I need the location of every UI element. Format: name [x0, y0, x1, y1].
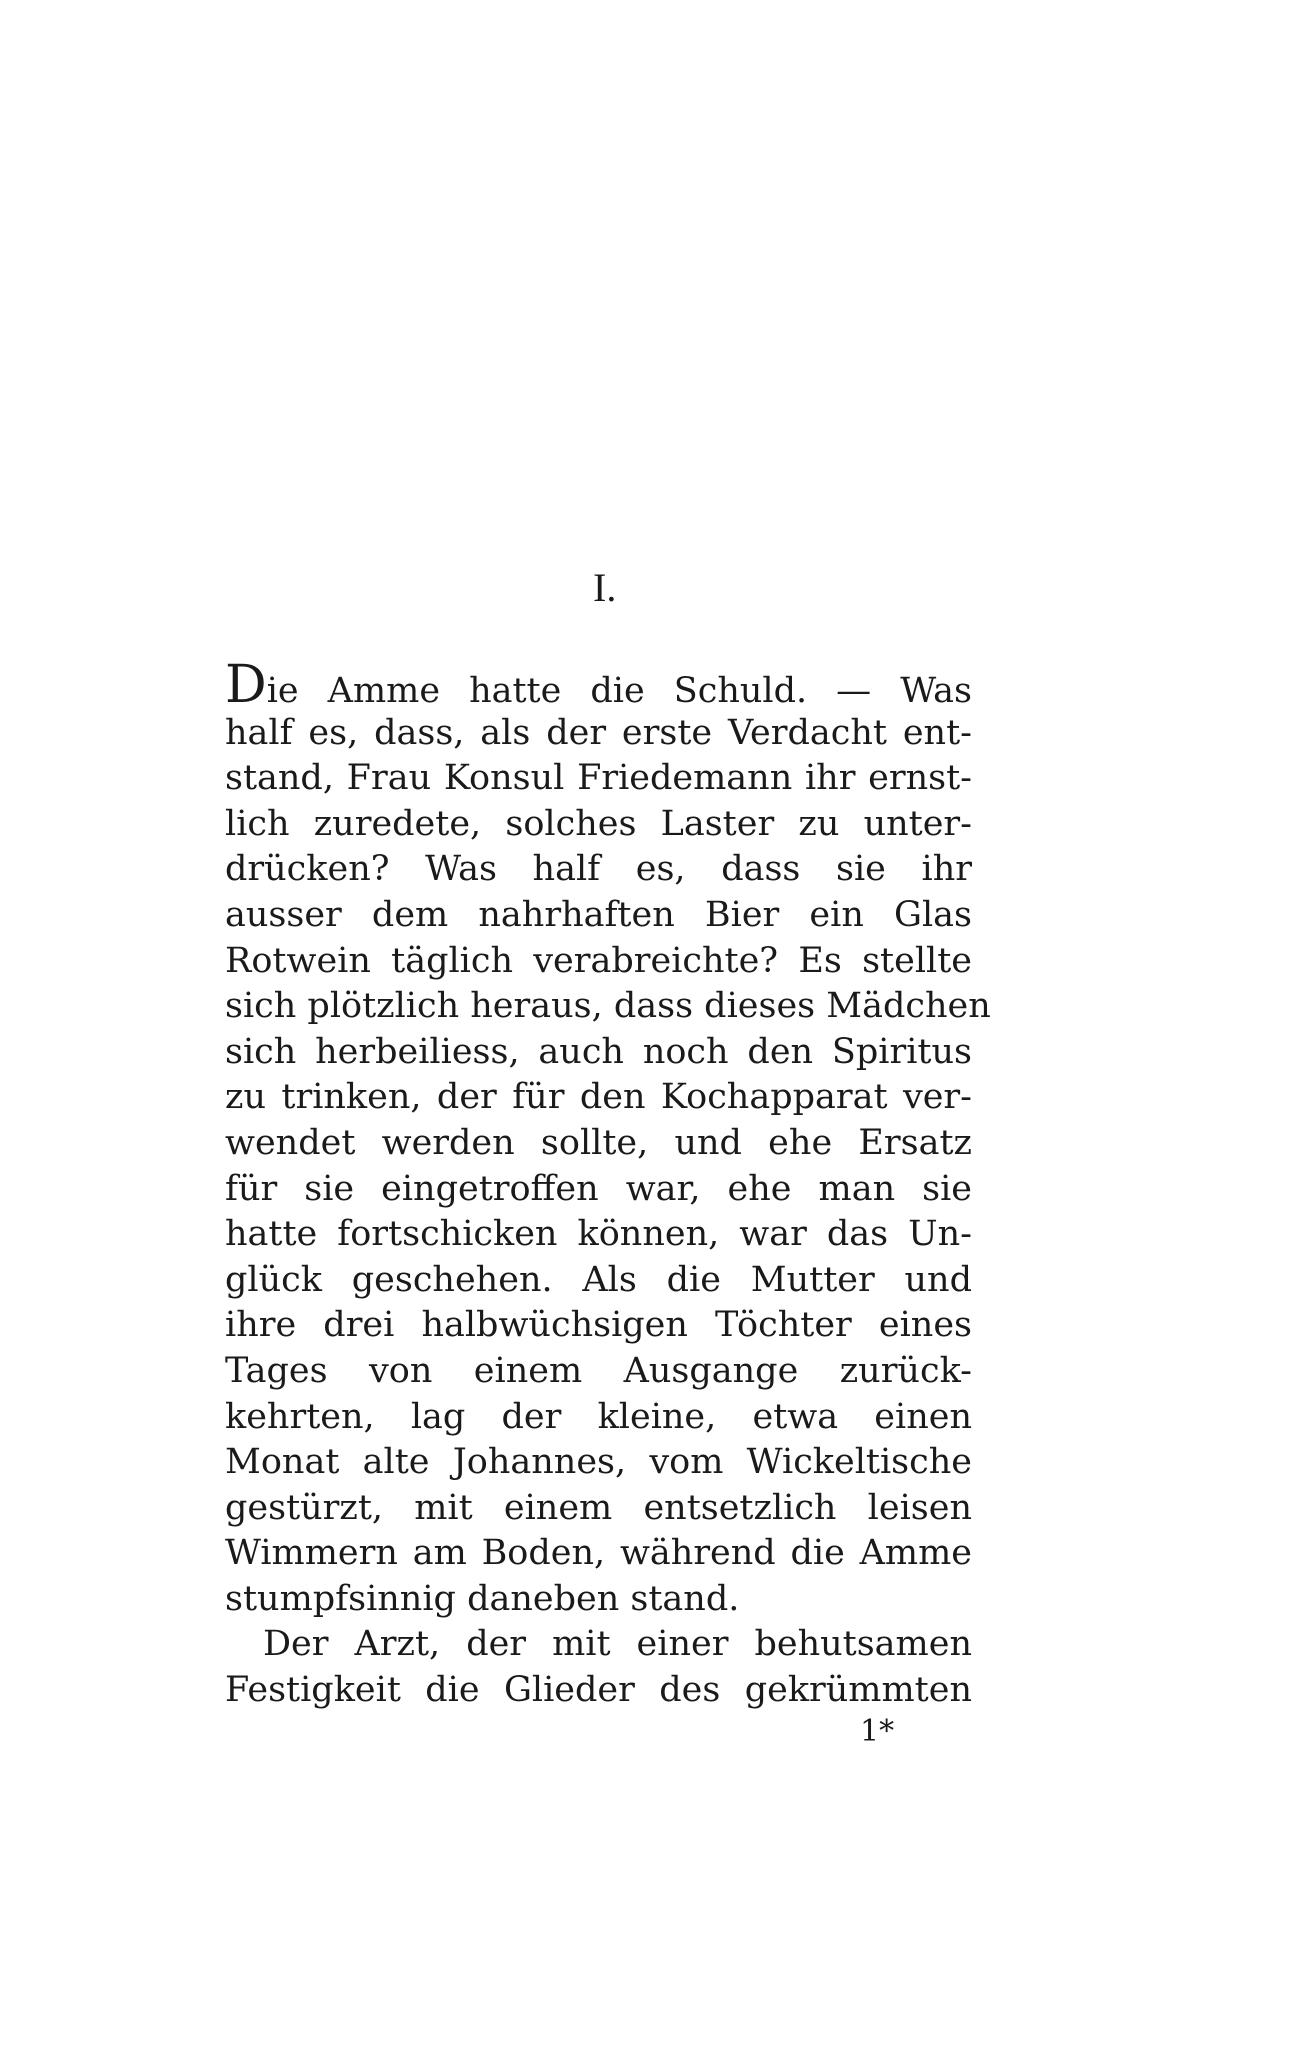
- text-line-paragraph-end: stumpfsinnig daneben stand.: [225, 1578, 740, 1619]
- text-line: ihre drei halbwüchsigen Töchter eines: [225, 1305, 972, 1346]
- text-line: zu trinken, der für den Kochapparat ver-: [225, 1077, 972, 1118]
- signature-mark: 1*: [860, 1714, 895, 1749]
- text-line: Wimmern am Boden, während die Amme: [225, 1533, 972, 1574]
- text-line: wendet werden sollte, und ehe Ersatz: [225, 1122, 972, 1163]
- text-line: stand, Frau Konsul Friedemann ihr ernst-: [225, 758, 972, 799]
- drop-cap: D: [225, 655, 267, 715]
- text-line: gestürzt, mit einem entsetzlich leisen: [225, 1487, 972, 1528]
- text-line: ausser dem nahrhaften Bier ein Glas: [225, 894, 972, 935]
- text-line: hatte fortschicken können, war das Un-: [225, 1214, 972, 1255]
- body-text: [225, 655, 991, 1714]
- paragraph-1-line-1: [225, 655, 972, 715]
- text-line: für sie eingetroffen war, ehe man sie: [225, 1168, 972, 1209]
- first-line-text: ie Amme hatte die Schuld. — Was: [266, 671, 972, 711]
- text-line: lich zuredete, solches Laster zu unter-: [225, 803, 972, 844]
- paragraph-2-line-1: Der Arzt, der mit einer behutsamen: [263, 1624, 972, 1665]
- text-line: Rotwein täglich verabreichte? Es stellte: [225, 940, 972, 981]
- text-line: Monat alte Johannes, vom Wickeltische: [225, 1442, 972, 1483]
- text-line: sich herbeiliess, auch noch den Spiritus: [225, 1031, 972, 1072]
- text-line: drücken? Was half es, dass sie ihr: [225, 849, 972, 890]
- text-line: half es, dass, als der erste Verdacht ent-: [225, 712, 972, 753]
- text-line: Festigkeit die Glieder des gekrümmten: [225, 1670, 972, 1711]
- text-line: sich plötzlich heraus, dass dieses Mädchen: [225, 986, 991, 1027]
- text-line: kehrten, lag der kleine, etwa einen: [225, 1396, 972, 1437]
- chapter-number: I.: [593, 565, 617, 610]
- text-line: Tages von einem Ausgange zurück-: [225, 1350, 972, 1391]
- text-line: glück geschehen. Als die Mutter und: [225, 1259, 972, 1300]
